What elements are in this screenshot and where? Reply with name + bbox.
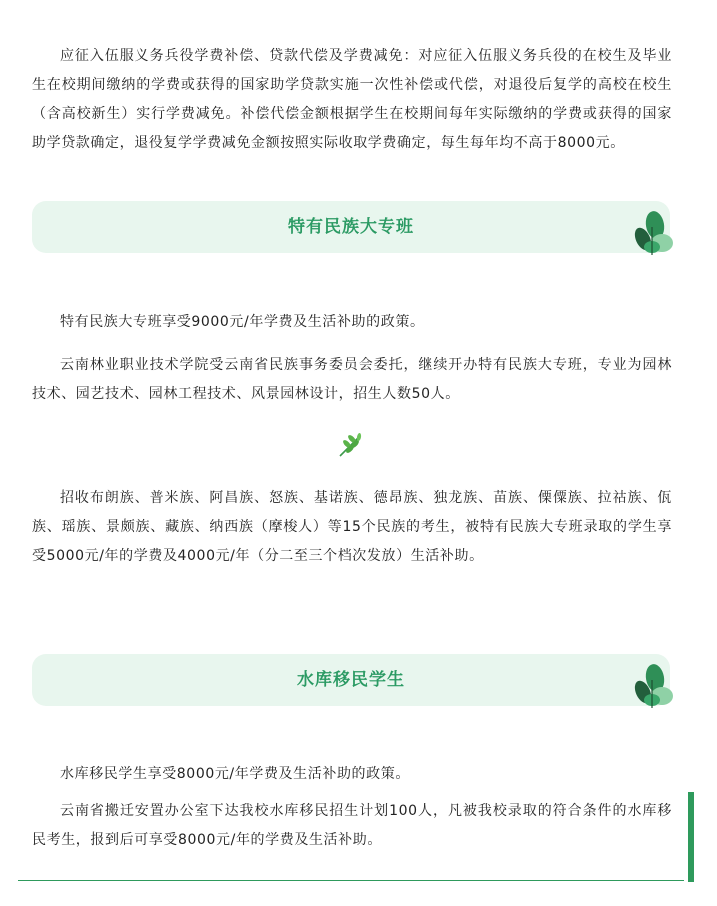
- section-title: 水库移民学生: [297, 670, 405, 690]
- bottom-divider: [18, 880, 684, 881]
- section-title: 特有民族大专班: [288, 217, 414, 237]
- right-accent-bar: [688, 792, 694, 882]
- sprig-icon: [336, 430, 366, 460]
- reservoir-paragraph-1: 水库移民学生享受8000元/年学费及生活补助的政策。: [60, 766, 410, 782]
- leaf-cluster-icon: [628, 662, 674, 710]
- section-header-reservoir: [32, 654, 670, 706]
- leaf-cluster-icon: [628, 209, 674, 257]
- ethnic-paragraph-2: 云南林业职业技术学院受云南省民族事务委员会委托，继续开办特有民族大专班，专业为园林技术、园艺技术、园林工程技术、风景园林设计，招生人数50人。: [32, 357, 672, 402]
- reservoir-paragraph-2: 云南省搬迁安置办公室下达我校水库移民招生计划100人，凡被我校录取的符合条件的水库移民考生，报到后可享受8000元/年的学费及生活补助。: [32, 803, 672, 848]
- section-header-ethnic: [32, 201, 670, 253]
- intro-paragraph: 应征入伍服义务兵役学费补偿、贷款代偿及学费减免：对应征入伍服义务兵役的在校生及毕业生在校期间缴纳的学费或获得的国家助学贷款实施一次性补偿或代偿，对退役后复学的高校在校生（含高校新生）实行学费减免。补偿代偿金额根据学生在校期间每年实际缴纳的学费或获得的国家助学贷款确定，退役复学学费减免金额按照实际收取学费确定，每生每年均不高于8000元。: [32, 48, 672, 151]
- ethnic-paragraph-3: 招收布朗族、普米族、阿昌族、怒族、基诺族、德昂族、独龙族、苗族、傈僳族、拉祜族、佤族、瑶族、景颇族、藏族、纳西族（摩梭人）等15个民族的考生，被特有民族大专班录取的学生享受5000元/年的学费及4000元/年（分二至三个档次发放）生活补助。: [32, 490, 672, 564]
- ethnic-paragraph-1: 特有民族大专班享受9000元/年学费及生活补助的政策。: [60, 314, 425, 330]
